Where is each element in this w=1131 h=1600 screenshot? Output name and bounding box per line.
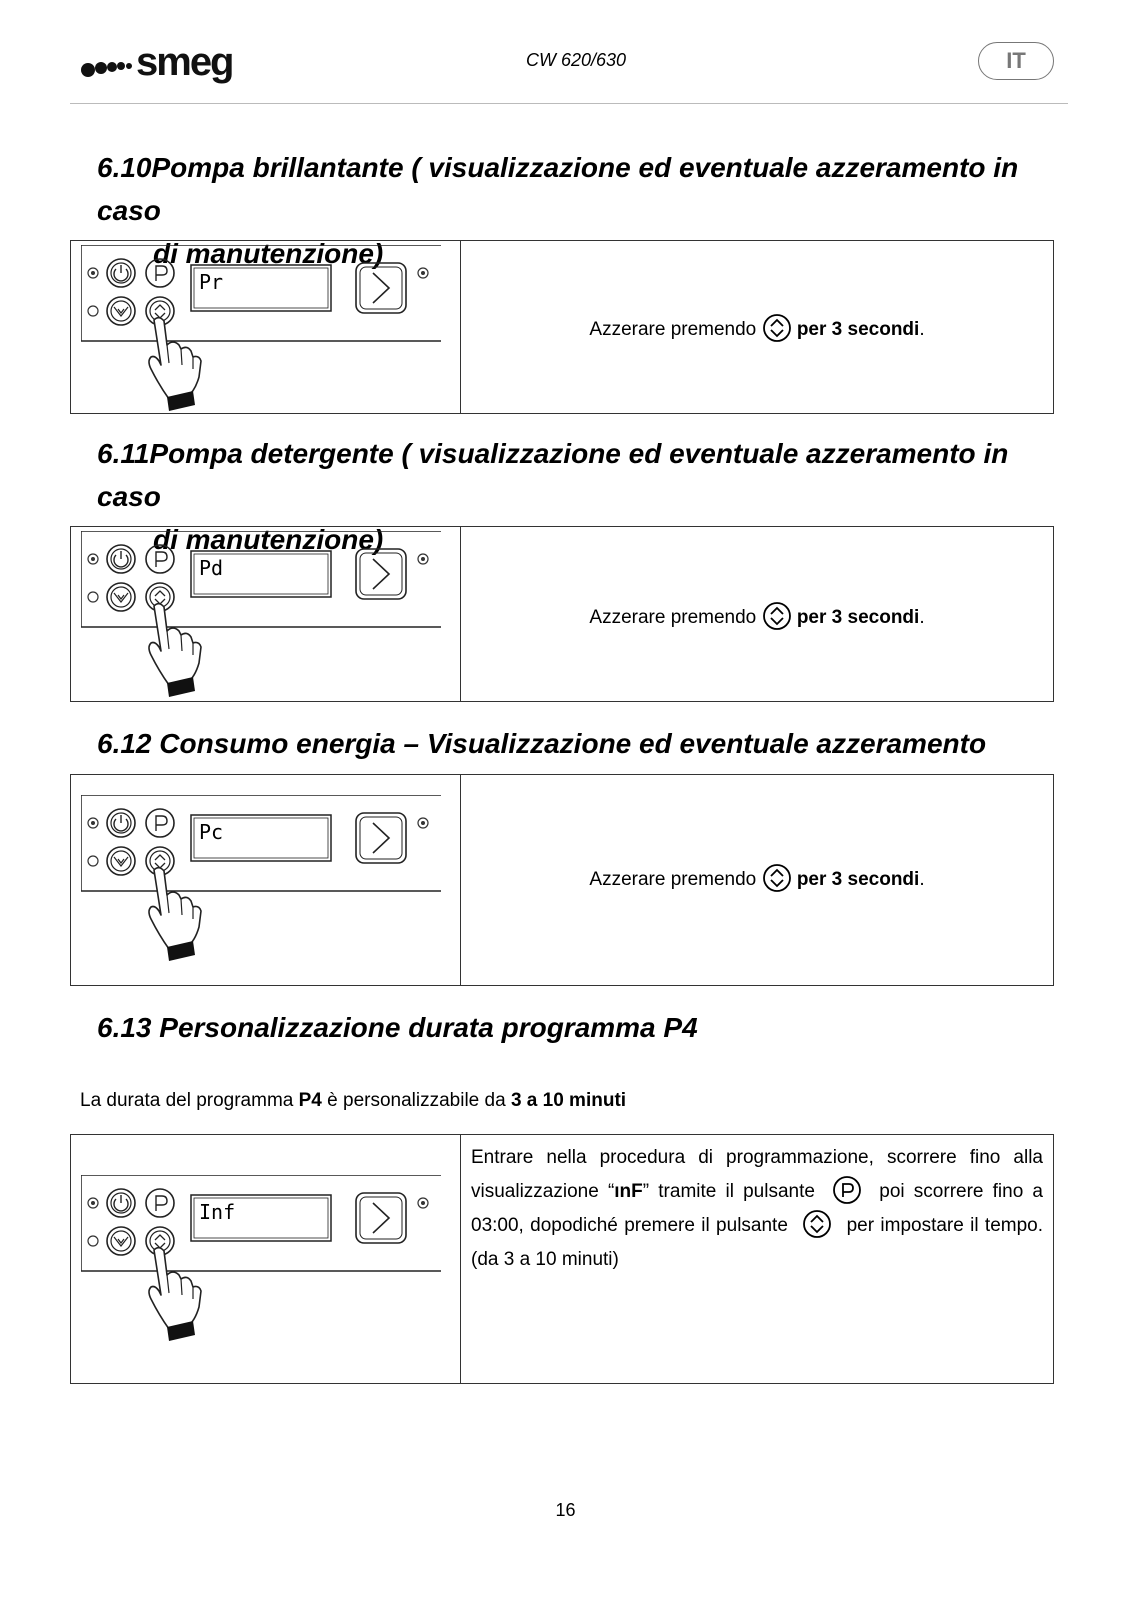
description-text xyxy=(471,1141,1043,1277)
description-cell xyxy=(461,1135,1053,1383)
instruction-prefix: Azzerare premendo xyxy=(589,607,757,628)
control-panel-icon xyxy=(81,1175,453,1345)
desc-part3: poi scorrere fino a 03:00, dopodiché premere il pulsante xyxy=(471,1181,1044,1236)
desc-part4: per impostare il tempo. (da 3 a 10 minuti) xyxy=(471,1215,1044,1270)
control-panel-illustration xyxy=(71,241,461,413)
section-title-line1: 6.11Pompa detergente ( visualizzazione ed eventuale azzeramento in caso xyxy=(97,438,1009,512)
smeg-logo xyxy=(80,40,260,84)
logo-dots-icon xyxy=(80,56,142,80)
panel-table-6-11 xyxy=(70,526,1054,702)
instruction-prefix: Azzerare premendo xyxy=(589,319,757,340)
page-header xyxy=(70,40,1068,102)
desc-bold-inf: ınF xyxy=(614,1181,643,1202)
up-down-arrows-icon xyxy=(762,863,792,893)
program-p-icon xyxy=(832,1175,862,1205)
instruction-text xyxy=(461,601,1053,631)
header-divider xyxy=(70,103,1068,104)
section-title-line1: 6.12 Consumo energia – Visualizzazione ed eventuale azzeramento xyxy=(97,728,987,759)
section-title-line2: di manutenzione) xyxy=(153,524,384,555)
intro-bold-range: 3 a 10 minuti xyxy=(510,1090,627,1111)
logo-text: smeg xyxy=(136,40,233,84)
instruction-bold: per 3 secondi xyxy=(796,869,920,890)
panel-table-6-10 xyxy=(70,240,1054,414)
section-title-6-13 xyxy=(97,1006,1057,1049)
desc-part2: ” tramite il pulsante xyxy=(642,1181,815,1202)
intro-middle: è personalizzabile da xyxy=(321,1090,511,1111)
instruction-text xyxy=(461,313,1053,343)
display-text: Pc xyxy=(199,820,224,844)
section-title-line2: di manutenzione) xyxy=(153,238,384,269)
instruction-suffix: . xyxy=(919,319,925,340)
intro-p4-text xyxy=(80,1090,626,1112)
page-number: 16 xyxy=(555,1500,576,1520)
instruction-suffix: . xyxy=(919,869,925,890)
language-badge: IT xyxy=(978,42,1054,80)
panel-table-6-12 xyxy=(70,774,1054,986)
control-panel-illustration xyxy=(71,527,461,701)
instruction-prefix: Azzerare premendo xyxy=(589,869,757,890)
section-title-6-12 xyxy=(97,722,1057,765)
display-text: Pr xyxy=(199,270,224,294)
instruction-cell xyxy=(461,527,1053,701)
display-text: Pd xyxy=(199,556,224,580)
control-panel-illustration xyxy=(71,1135,461,1383)
control-panel-icon xyxy=(81,245,453,415)
desc-part1: Entrare nella procedura di programmazione, scorrere fino alla visualizzazione “ xyxy=(471,1147,1043,1202)
model-code: CW 620/630 xyxy=(526,50,627,70)
up-down-arrows-icon xyxy=(762,601,792,631)
intro-prefix: La durata del programma xyxy=(80,1090,299,1111)
display-text: Inf xyxy=(199,1200,236,1224)
intro-bold-program: P4 xyxy=(298,1090,322,1111)
control-panel-icon xyxy=(81,795,453,965)
instruction-bold: per 3 secondi xyxy=(796,607,920,628)
panel-table-6-13 xyxy=(70,1134,1054,1384)
control-panel-icon xyxy=(81,531,453,701)
instruction-text xyxy=(461,863,1053,893)
instruction-cell xyxy=(461,775,1053,985)
up-down-arrows-icon xyxy=(802,1209,832,1239)
section-title-line1: 6.13 Personalizzazione durata programma P4 xyxy=(97,1012,698,1043)
control-panel-illustration xyxy=(71,775,461,985)
up-down-arrows-icon xyxy=(762,313,792,343)
instruction-bold: per 3 secondi xyxy=(796,319,920,340)
instruction-cell xyxy=(461,241,1053,413)
section-title-line1: 6.10Pompa brillantante ( visualizzazione ed eventuale azzeramento in caso xyxy=(97,152,1019,226)
instruction-suffix: . xyxy=(919,607,925,628)
